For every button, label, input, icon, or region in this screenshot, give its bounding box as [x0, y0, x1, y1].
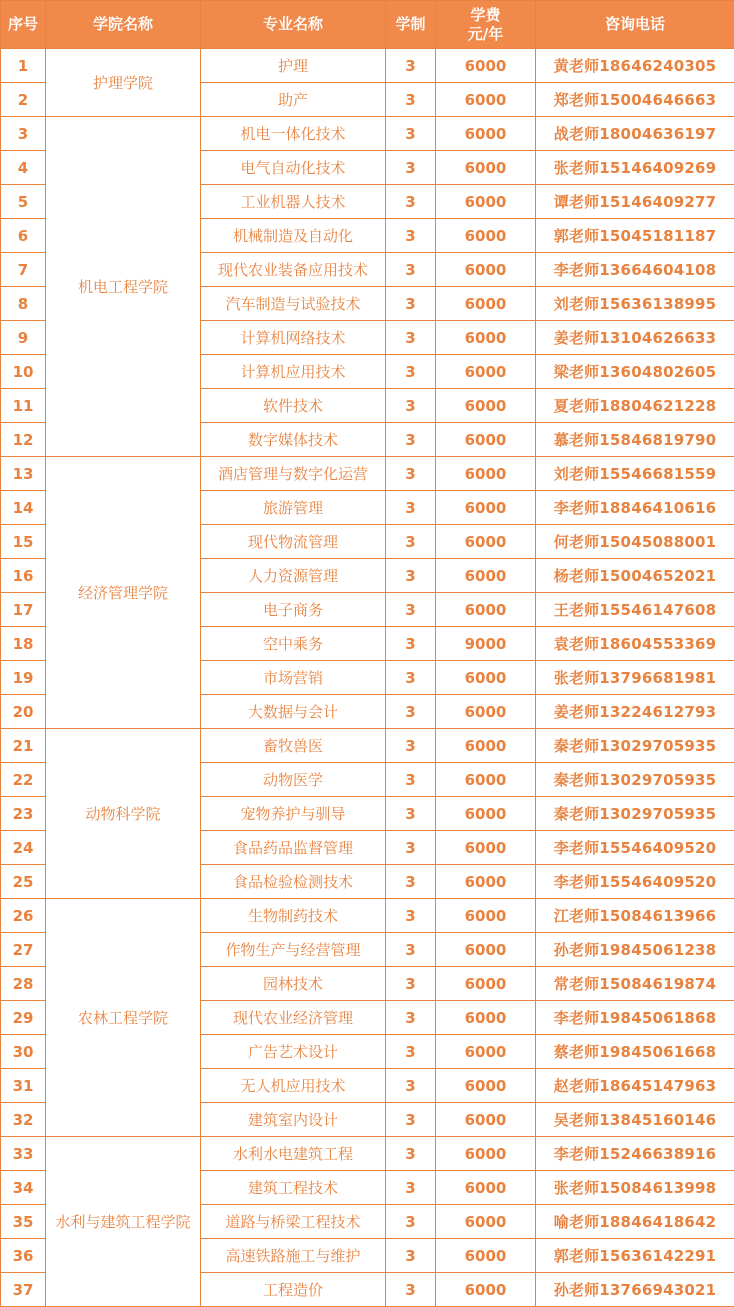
contact-phone: 王老师15546147608	[536, 593, 734, 627]
fee-value: 6000	[436, 865, 536, 899]
row-index: 11	[1, 389, 46, 423]
duration-value: 3	[386, 1205, 436, 1239]
contact-phone: 秦老师13029705935	[536, 797, 734, 831]
contact-phone: 李老师13664604108	[536, 253, 734, 287]
header-college: 学院名称	[46, 1, 201, 49]
fee-value: 6000	[436, 1103, 536, 1137]
major-name: 无人机应用技术	[201, 1069, 386, 1103]
table-row	[1, 457, 734, 491]
contact-phone: 杨老师15004652021	[536, 559, 734, 593]
row-index: 36	[1, 1239, 46, 1273]
duration-value: 3	[386, 763, 436, 797]
contact-phone: 常老师15084619874	[536, 967, 734, 1001]
fee-value: 6000	[436, 831, 536, 865]
header-fee-line1: 学费	[470, 5, 501, 24]
fee-value: 6000	[436, 593, 536, 627]
header-contact: 咨询电话	[536, 1, 734, 49]
college-name: 机电工程学院	[46, 117, 201, 457]
duration-value: 3	[386, 423, 436, 457]
duration-value: 3	[386, 389, 436, 423]
major-name: 汽车制造与试验技术	[201, 287, 386, 321]
fee-value: 6000	[436, 321, 536, 355]
major-name: 园林技术	[201, 967, 386, 1001]
duration-value: 3	[386, 661, 436, 695]
major-name: 畜牧兽医	[201, 729, 386, 763]
contact-phone: 姜老师13104626633	[536, 321, 734, 355]
contact-phone: 赵老师18645147963	[536, 1069, 734, 1103]
major-name: 作物生产与经营管理	[201, 933, 386, 967]
row-index: 5	[1, 185, 46, 219]
row-index: 13	[1, 457, 46, 491]
table-header	[1, 1, 734, 49]
fee-value: 6000	[436, 1137, 536, 1171]
major-name: 机械制造及自动化	[201, 219, 386, 253]
contact-phone: 郭老师15045181187	[536, 219, 734, 253]
header-index: 序号	[1, 1, 46, 49]
major-name: 人力资源管理	[201, 559, 386, 593]
duration-value: 3	[386, 83, 436, 117]
fee-value: 6000	[436, 661, 536, 695]
duration-value: 3	[386, 967, 436, 1001]
contact-phone: 蔡老师19845061668	[536, 1035, 734, 1069]
major-name: 电气自动化技术	[201, 151, 386, 185]
header-row	[1, 1, 734, 49]
contact-phone: 李老师15546409520	[536, 831, 734, 865]
duration-value: 3	[386, 185, 436, 219]
contact-phone: 慕老师15846819790	[536, 423, 734, 457]
contact-phone: 李老师19845061868	[536, 1001, 734, 1035]
duration-value: 3	[386, 1171, 436, 1205]
major-name: 大数据与会计	[201, 695, 386, 729]
duration-value: 3	[386, 865, 436, 899]
major-name: 市场营销	[201, 661, 386, 695]
contact-phone: 姜老师13224612793	[536, 695, 734, 729]
fee-value: 6000	[436, 967, 536, 1001]
duration-value: 3	[386, 321, 436, 355]
fee-value: 6000	[436, 1069, 536, 1103]
fee-value: 6000	[436, 253, 536, 287]
college-name: 农林工程学院	[46, 899, 201, 1137]
major-name: 护理	[201, 49, 386, 83]
fee-value: 6000	[436, 1239, 536, 1273]
duration-value: 3	[386, 1001, 436, 1035]
fee-value: 6000	[436, 287, 536, 321]
fee-value: 6000	[436, 491, 536, 525]
fee-value: 6000	[436, 763, 536, 797]
contact-phone: 孙老师19845061238	[536, 933, 734, 967]
fee-value: 6000	[436, 355, 536, 389]
duration-value: 3	[386, 729, 436, 763]
contact-phone: 战老师18004636197	[536, 117, 734, 151]
duration-value: 3	[386, 117, 436, 151]
fee-value: 6000	[436, 1001, 536, 1035]
contact-phone: 吴老师13845160146	[536, 1103, 734, 1137]
fee-value: 6000	[436, 389, 536, 423]
duration-value: 3	[386, 1103, 436, 1137]
contact-phone: 喻老师18846418642	[536, 1205, 734, 1239]
contact-phone: 李老师15546409520	[536, 865, 734, 899]
college-name: 动物科学院	[46, 729, 201, 899]
major-name: 电子商务	[201, 593, 386, 627]
major-name: 数字媒体技术	[201, 423, 386, 457]
contact-phone: 秦老师13029705935	[536, 763, 734, 797]
duration-value: 3	[386, 253, 436, 287]
row-index: 33	[1, 1137, 46, 1171]
row-index: 10	[1, 355, 46, 389]
row-index: 12	[1, 423, 46, 457]
table-row	[1, 729, 734, 763]
row-index: 7	[1, 253, 46, 287]
contact-phone: 谭老师15146409277	[536, 185, 734, 219]
row-index: 35	[1, 1205, 46, 1239]
major-name: 宠物养护与驯导	[201, 797, 386, 831]
table-row	[1, 49, 734, 83]
major-name: 计算机网络技术	[201, 321, 386, 355]
row-index: 30	[1, 1035, 46, 1069]
major-name: 广告艺术设计	[201, 1035, 386, 1069]
row-index: 1	[1, 49, 46, 83]
major-name: 建筑室内设计	[201, 1103, 386, 1137]
duration-value: 3	[386, 151, 436, 185]
contact-phone: 何老师15045088001	[536, 525, 734, 559]
row-index: 24	[1, 831, 46, 865]
major-name: 食品检验检测技术	[201, 865, 386, 899]
contact-phone: 李老师18846410616	[536, 491, 734, 525]
major-name: 空中乘务	[201, 627, 386, 661]
major-name: 食品药品监督管理	[201, 831, 386, 865]
contact-phone: 江老师15084613966	[536, 899, 734, 933]
fee-value: 6000	[436, 49, 536, 83]
major-name: 建筑工程技术	[201, 1171, 386, 1205]
fee-value: 6000	[436, 423, 536, 457]
major-name: 现代物流管理	[201, 525, 386, 559]
row-index: 18	[1, 627, 46, 661]
contact-phone: 张老师15084613998	[536, 1171, 734, 1205]
table-body	[1, 49, 734, 1307]
contact-phone: 孙老师13766943021	[536, 1273, 734, 1307]
duration-value: 3	[386, 1069, 436, 1103]
duration-value: 3	[386, 899, 436, 933]
fee-value: 6000	[436, 219, 536, 253]
row-index: 17	[1, 593, 46, 627]
duration-value: 3	[386, 797, 436, 831]
row-index: 2	[1, 83, 46, 117]
major-name: 水利水电建筑工程	[201, 1137, 386, 1171]
row-index: 29	[1, 1001, 46, 1035]
major-name: 机电一体化技术	[201, 117, 386, 151]
duration-value: 3	[386, 559, 436, 593]
duration-value: 3	[386, 593, 436, 627]
row-index: 14	[1, 491, 46, 525]
major-name: 生物制药技术	[201, 899, 386, 933]
header-major: 专业名称	[201, 1, 386, 49]
fee-value: 6000	[436, 899, 536, 933]
duration-value: 3	[386, 1137, 436, 1171]
college-name: 护理学院	[46, 49, 201, 117]
duration-value: 3	[386, 457, 436, 491]
duration-value: 3	[386, 49, 436, 83]
table-row	[1, 1137, 734, 1171]
fee-value: 6000	[436, 559, 536, 593]
row-index: 34	[1, 1171, 46, 1205]
major-name: 现代农业经济管理	[201, 1001, 386, 1035]
row-index: 31	[1, 1069, 46, 1103]
duration-value: 3	[386, 1035, 436, 1069]
row-index: 8	[1, 287, 46, 321]
fee-value: 6000	[436, 117, 536, 151]
contact-phone: 张老师15146409269	[536, 151, 734, 185]
row-index: 4	[1, 151, 46, 185]
major-name: 工程造价	[201, 1273, 386, 1307]
major-name: 高速铁路施工与维护	[201, 1239, 386, 1273]
row-index: 23	[1, 797, 46, 831]
fee-value: 6000	[436, 83, 536, 117]
major-name: 工业机器人技术	[201, 185, 386, 219]
major-name: 助产	[201, 83, 386, 117]
row-index: 27	[1, 933, 46, 967]
duration-value: 3	[386, 1273, 436, 1307]
fee-value: 6000	[436, 525, 536, 559]
row-index: 20	[1, 695, 46, 729]
row-index: 3	[1, 117, 46, 151]
fee-value: 6000	[436, 729, 536, 763]
major-name: 酒店管理与数字化运营	[201, 457, 386, 491]
fee-value: 6000	[436, 457, 536, 491]
fee-value: 6000	[436, 1035, 536, 1069]
fee-value: 6000	[436, 185, 536, 219]
row-index: 28	[1, 967, 46, 1001]
major-name: 现代农业装备应用技术	[201, 253, 386, 287]
fee-value: 6000	[436, 1273, 536, 1307]
row-index: 32	[1, 1103, 46, 1137]
row-index: 19	[1, 661, 46, 695]
major-name: 道路与桥梁工程技术	[201, 1205, 386, 1239]
contact-phone: 郑老师15004646663	[536, 83, 734, 117]
fee-value: 6000	[436, 1205, 536, 1239]
contact-phone: 李老师15246638916	[536, 1137, 734, 1171]
fee-value: 6000	[436, 797, 536, 831]
major-name: 旅游管理	[201, 491, 386, 525]
duration-value: 3	[386, 933, 436, 967]
row-index: 25	[1, 865, 46, 899]
duration-value: 3	[386, 525, 436, 559]
header-duration: 学制	[386, 1, 436, 49]
contact-phone: 秦老师13029705935	[536, 729, 734, 763]
header-fee-line2: 元/年	[467, 24, 504, 43]
contact-phone: 张老师13796681981	[536, 661, 734, 695]
duration-value: 3	[386, 831, 436, 865]
row-index: 15	[1, 525, 46, 559]
major-name: 软件技术	[201, 389, 386, 423]
contact-phone: 郭老师15636142291	[536, 1239, 734, 1273]
fee-value: 6000	[436, 933, 536, 967]
row-index: 26	[1, 899, 46, 933]
duration-value: 3	[386, 355, 436, 389]
contact-phone: 袁老师18604553369	[536, 627, 734, 661]
row-index: 21	[1, 729, 46, 763]
row-index: 9	[1, 321, 46, 355]
row-index: 37	[1, 1273, 46, 1307]
college-name: 水利与建筑工程学院	[46, 1137, 201, 1307]
duration-value: 3	[386, 1239, 436, 1273]
contact-phone: 黄老师18646240305	[536, 49, 734, 83]
contact-phone: 刘老师15636138995	[536, 287, 734, 321]
table-row	[1, 117, 734, 151]
duration-value: 3	[386, 491, 436, 525]
contact-phone: 梁老师13604802605	[536, 355, 734, 389]
duration-value: 3	[386, 219, 436, 253]
row-index: 6	[1, 219, 46, 253]
header-fee	[436, 1, 536, 49]
fee-value: 6000	[436, 695, 536, 729]
duration-value: 3	[386, 627, 436, 661]
major-name: 动物医学	[201, 763, 386, 797]
row-index: 16	[1, 559, 46, 593]
duration-value: 3	[386, 695, 436, 729]
duration-value: 3	[386, 287, 436, 321]
fee-value: 9000	[436, 627, 536, 661]
college-name: 经济管理学院	[46, 457, 201, 729]
contact-phone: 夏老师18804621228	[536, 389, 734, 423]
fee-value: 6000	[436, 1171, 536, 1205]
fee-value: 6000	[436, 151, 536, 185]
contact-phone: 刘老师15546681559	[536, 457, 734, 491]
row-index: 22	[1, 763, 46, 797]
table-row	[1, 899, 734, 933]
major-name: 计算机应用技术	[201, 355, 386, 389]
